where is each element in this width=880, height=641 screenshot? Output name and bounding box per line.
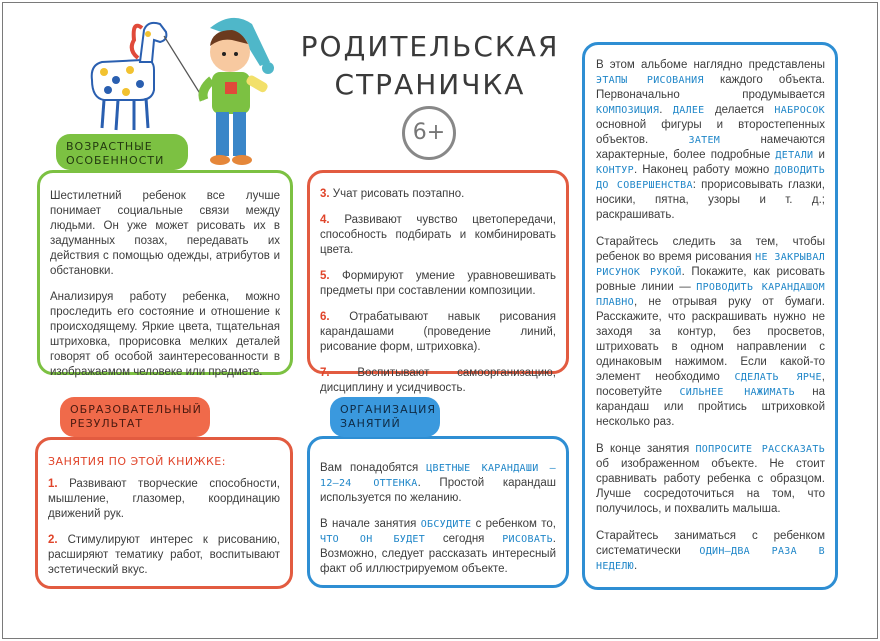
age-features-paragraph-2: Анализируя работу ребенка, можно проследить его состояние и отношение к происходящему. Яркие цвета, тщательная штриховка, прорисовка мелких деталей говорят об особой заинтересованности в изображаемом человеке или предмете. [50,291,280,378]
highlight-text: ОБСУДИТЕ [420,519,472,530]
text-span: . Покажите, как рисовать ровные линии — [596,266,826,293]
list-item [48,477,280,522]
highlight-text: ОДИН–ДВА РАЗА В НЕДЕЛЮ [596,546,825,572]
organization-paragraph-1 [320,461,556,506]
edu-result-heading: ЗАНЯТИЯ ПО ЭТОЙ КНИЖКЕ: [48,455,226,468]
list-item-number: 7. [320,367,330,379]
text-span: В конце занятия [596,443,696,455]
list-item-number: 1. [48,478,58,490]
text-span: Старайтесь заниматься с ребенком систематически [596,530,825,557]
text-span: делается [704,104,775,116]
list-item-text: Стимулируют интерес к рисованию, расширяют тематику работ, воспитывают эстетический вкус. [48,534,280,576]
highlight-text: ПОПРОСИТЕ РАССКАЗАТЬ [695,444,825,455]
text-span: . Возможно, следует рассказать интересный факт об иллюстрируемом объекте. [320,533,556,575]
highlight-text: КОМПОЗИЦИЯ [596,105,660,116]
organization-box [307,436,569,588]
highlight-text: ЧТО ОН БУДЕТ [320,534,426,545]
list-item-text: Развивают чувство цветопередачи, способность подбирать и комбинировать цвета. [320,214,557,256]
text-span: на карандаш или пройтись штриховкой несколько раз. [596,386,825,428]
text-span: и [813,149,825,161]
list-item-text: Учат рисовать поэтапно. [332,188,465,200]
text-span: : прорисовывать глазки, носики, пятна, узоры и т. д.; раскрашивать. [596,179,826,221]
title-line-2: СТРАНИЧКА [334,68,526,101]
text-span: В этом альбоме наглядно представлены [596,59,825,71]
organization-tag-line-2: ЗАНЯТИЙ [340,417,401,430]
highlight-text: СДЕЛАТЬ ЯРЧЕ [734,372,822,383]
list-item [320,310,556,355]
skills-list-box [307,170,569,394]
edu-result-box [35,437,293,589]
text-span: . [659,104,673,116]
list-item-text: Воспитывают самоорганизацию, дисциплину и усидчивость. [320,367,556,394]
list-item-number: 4. [320,214,330,226]
drawing-guide-box [582,42,838,590]
text-span: каждого объекта. Первоначально продумывается [596,74,825,101]
list-item-number: 2. [48,534,58,546]
age-features-tag-line-1: ВОЗРАСТНЫЕ [66,140,153,153]
text-span: основной фигуры и второстепенных объектов. [596,119,825,146]
text-span: . [633,560,638,572]
list-item-number: 6. [320,311,330,323]
highlight-text: НЕ ЗАКРЫВАЛ РИСУНОК РУКОЙ [596,252,825,278]
text-span: намечаются характерные, более подробные [596,134,825,161]
age-features-tag [56,134,188,170]
text-span: об изображенном объекте. Не стоит сравнивать работу ребенка с образцом. Лучше сосредоточиться на том, что получилось, и похвалить малыша. [596,458,825,515]
list-item [320,187,556,202]
age-features-tag-line-2: ОСОБЕННОСТИ [66,154,165,167]
boy-icon [203,18,274,165]
highlight-text: ДАЛЕЕ [672,105,705,116]
highlight-text: СИЛЬНЕЕ НАЖИМАТЬ [679,387,795,398]
text-span: . Простой карандаш используется по желанию. [320,477,556,504]
age-features-box [37,170,293,378]
age-features-paragraph-1: Шестилетний ребенок все лучше понимает социальные связи между людьми. Он уже может рисовать их в задуманных позах, передавать их действия с помощью одежды, атрибутов и обстановки. [50,190,280,277]
highlight-text: ПРОВОДИТЬ КАРАНДАШОМ ПЛАВНО [596,282,825,308]
text-span: с ребенком то, [471,518,556,530]
highlight-text: ЦВЕТНЫЕ КАРАНДАШИ — 12–24 ОТТЕНКА [320,463,557,489]
text-span: В начале занятия [320,518,421,530]
guide-paragraph-4 [596,529,825,574]
text-span: , посоветуйте [596,371,825,398]
age-badge: 6+ [402,106,456,160]
organization-tag [330,397,440,437]
highlight-text: КОНТУР [596,165,634,176]
list-item [320,213,556,258]
list-item-text: Развивают творческие способности, мышление, глазомер, координацию движений рук. [48,478,280,520]
title-line-1: РОДИТЕЛЬСКАЯ [300,30,560,63]
text-span: Вам понадобятся [320,462,427,474]
page-title [300,28,560,104]
list-item-text: Формируют умение уравновешивать предметы при составлении композиции. [320,270,556,297]
organization-tag-line-1: ОРГАНИЗАЦИЯ [340,403,437,416]
text-span: Старайтесь следить за тем, чтобы ребенок во время рисования [596,236,825,263]
edu-result-tag-line-2: РЕЗУЛЬТАТ [70,417,144,430]
list-item [320,366,556,396]
toy-horse-icon [92,23,204,130]
list-item [320,269,556,299]
edu-result-tag [60,397,210,437]
guide-paragraph-3 [596,442,825,517]
list-item-number: 5. [320,270,330,282]
highlight-text: ЗАТЕМ [688,135,721,146]
guide-paragraph-2 [596,235,825,430]
highlight-text: РИСОВАТЬ [502,534,553,545]
highlight-text: ДЕТАЛИ [775,150,814,161]
text-span: . Наконец работу можно [633,164,775,176]
highlight-text: ЭТАПЫ РИСОВАНИЯ [596,75,704,86]
list-item-text: Отрабатывают навык рисования карандашами (проведение линий, рисование форм, штриховка). [320,311,556,353]
text-span: , не отрывая руку от бумаги. Расскажите, что раскрашивать нужно не заходя за контур, без просветов, штриховать в одном направлении с одинаковым нажимом. Если какой-то элемент необходимо [596,296,825,383]
guide-paragraph-1 [596,58,825,223]
highlight-text: НАБРОСОК [774,105,825,116]
text-span: сегодня [425,533,503,545]
organization-paragraph-2 [320,517,556,577]
highlight-text: ДОВОДИТЬ ДО СОВЕРШЕНСТВА [596,165,825,191]
edu-result-tag-line-1: ОБРАЗОВАТЕЛЬНЫЙ [70,403,202,416]
list-item-number: 3. [320,188,330,200]
list-item [48,533,280,578]
